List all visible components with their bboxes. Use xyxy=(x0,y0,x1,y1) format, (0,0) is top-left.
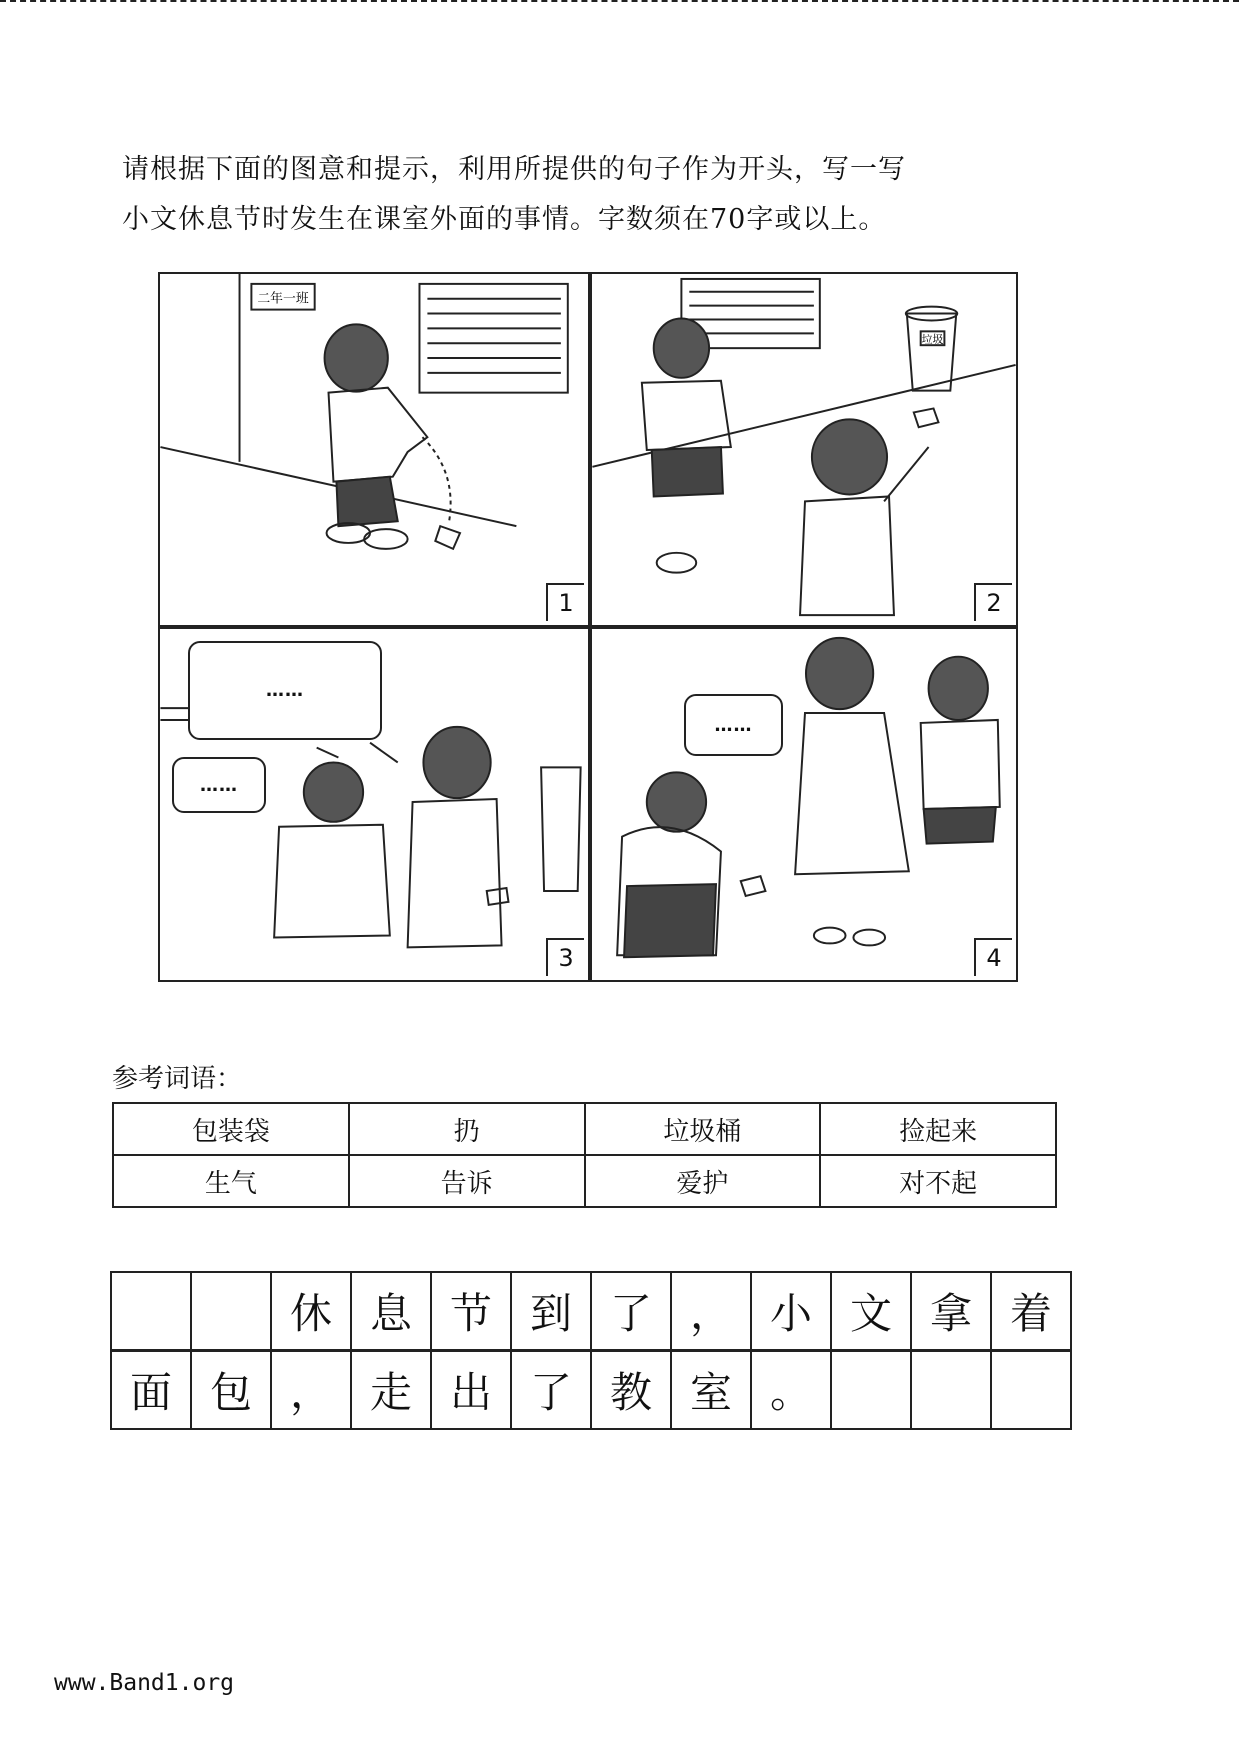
comic-strip xyxy=(158,272,1018,982)
speech-bubble: …… xyxy=(188,641,382,740)
vocab-word: 包装袋 xyxy=(113,1103,349,1155)
grid-cell[interactable]: 拿 xyxy=(910,1271,992,1351)
instruction-line-2: 小文休息节时发生在课室外面的事情。字数须在70字或以上。 xyxy=(122,204,887,235)
panel-number: 2 xyxy=(974,583,1012,621)
grid-cell[interactable]: 出 xyxy=(430,1350,512,1430)
bin-label: 垃圾 xyxy=(921,333,944,347)
vocab-word: 捡起来 xyxy=(820,1103,1056,1155)
grid-cell[interactable] xyxy=(190,1271,272,1351)
panel-number: 4 xyxy=(974,938,1012,976)
grid-cell[interactable]: 着 xyxy=(990,1271,1072,1351)
grid-cell[interactable]: 了 xyxy=(590,1271,672,1351)
classroom-sign: 二年一班 xyxy=(257,291,309,307)
grid-cell[interactable]: ， xyxy=(270,1350,352,1430)
panel-number: 3 xyxy=(546,938,584,976)
grid-cell[interactable]: 文 xyxy=(830,1271,912,1351)
grid-cell[interactable]: 休 xyxy=(270,1271,352,1351)
vocab-table xyxy=(112,1102,1057,1208)
instructions xyxy=(122,145,1062,245)
comic-panel-4 xyxy=(590,627,1018,982)
grid-cell[interactable] xyxy=(990,1350,1072,1430)
panel-2-illustration xyxy=(592,274,1016,625)
grid-row-1 xyxy=(112,1272,1072,1351)
footer-url: www.Band1.org xyxy=(54,1670,235,1696)
grid-cell[interactable]: 到 xyxy=(510,1271,592,1351)
grid-row-2 xyxy=(112,1351,1072,1430)
comic-panel-3 xyxy=(158,627,590,982)
vocab-word: 生气 xyxy=(113,1155,349,1207)
vocab-title: 参考词语： xyxy=(112,1064,243,1094)
vocab-word: 对不起 xyxy=(820,1155,1056,1207)
grid-cell[interactable]: 走 xyxy=(350,1350,432,1430)
grid-cell[interactable]: ， xyxy=(670,1271,752,1351)
top-border xyxy=(0,0,1239,4)
grid-cell[interactable]: 节 xyxy=(430,1271,512,1351)
grid-cell[interactable]: 包 xyxy=(190,1350,272,1430)
writing-grid xyxy=(112,1272,1072,1430)
grid-cell[interactable] xyxy=(830,1350,912,1430)
panel-number: 1 xyxy=(546,583,584,621)
speech-bubble: …… xyxy=(684,694,783,756)
grid-cell[interactable] xyxy=(110,1271,192,1351)
vocab-word: 垃圾桶 xyxy=(585,1103,821,1155)
vocab-word: 扔 xyxy=(349,1103,585,1155)
panel-1-illustration xyxy=(160,274,588,625)
vocab-word: 爱护 xyxy=(585,1155,821,1207)
instruction-line-1: 请根据下面的图意和提示，利用所提供的句子作为开头，写一写 xyxy=(122,154,906,185)
grid-cell[interactable]: 面 xyxy=(110,1350,192,1430)
grid-cell[interactable]: 了 xyxy=(510,1350,592,1430)
vocab-word: 告诉 xyxy=(349,1155,585,1207)
grid-cell[interactable]: 小 xyxy=(750,1271,832,1351)
comic-panel-1 xyxy=(158,272,590,627)
comic-panel-2 xyxy=(590,272,1018,627)
vocab-row xyxy=(113,1103,1056,1155)
grid-cell[interactable]: 。 xyxy=(750,1350,832,1430)
grid-cell[interactable]: 教 xyxy=(590,1350,672,1430)
grid-cell[interactable]: 息 xyxy=(350,1271,432,1351)
panel-4-illustration xyxy=(592,629,1016,980)
grid-cell[interactable]: 室 xyxy=(670,1350,752,1430)
speech-bubble: …… xyxy=(172,757,266,813)
vocab-row xyxy=(113,1155,1056,1207)
grid-cell[interactable] xyxy=(910,1350,992,1430)
